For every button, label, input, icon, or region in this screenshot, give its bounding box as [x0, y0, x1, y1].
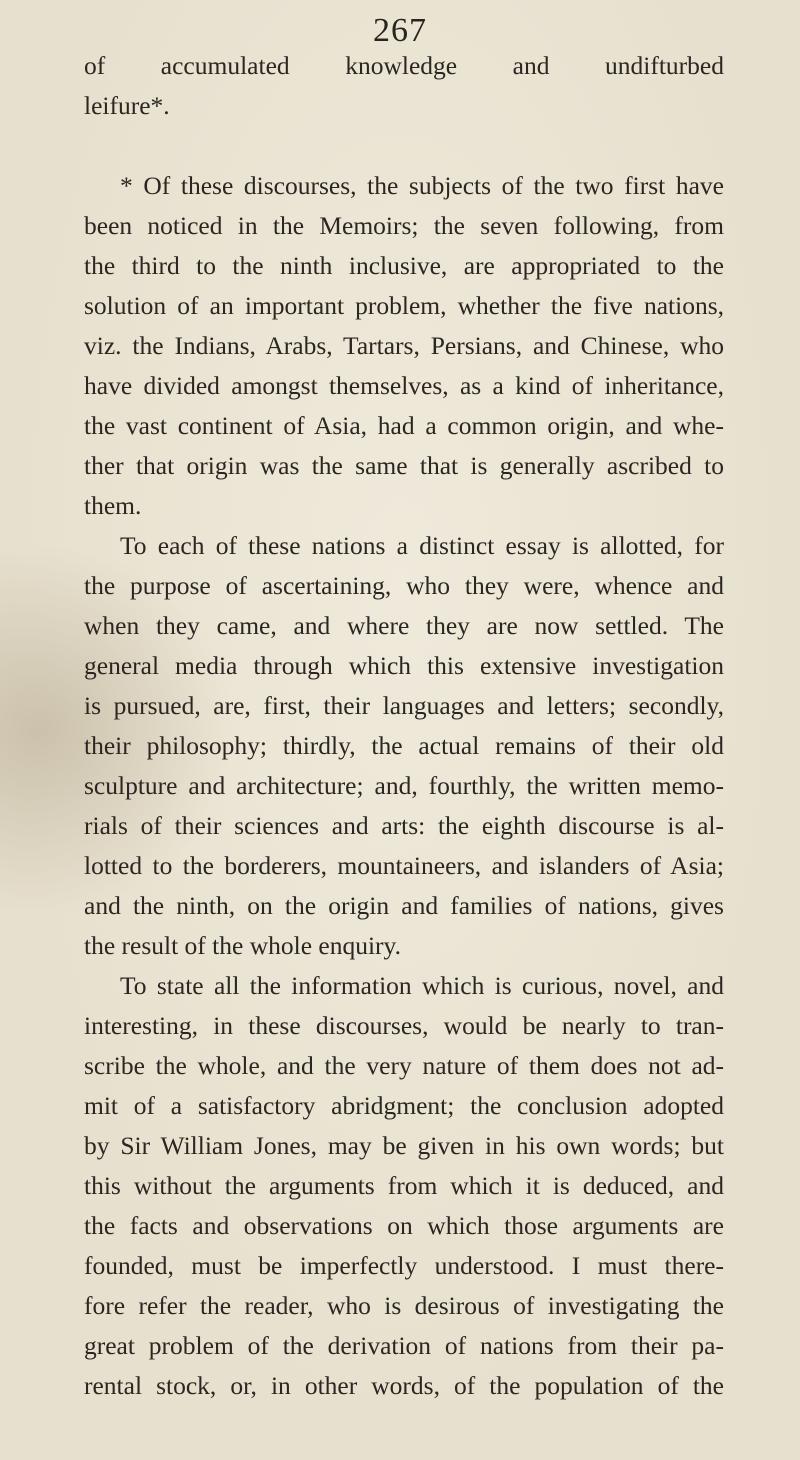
paragraph-line: by Sir William Jones, may be given in his own words; but — [84, 1131, 724, 1160]
footnote-line: viz. the Indians, Arabs, Tartars, Persians, and Chinese, who — [84, 331, 724, 360]
paragraph-line: their philosophy; thirdly, the actual remains of their old — [84, 731, 724, 760]
footnote-line: solution of an important problem, whether the five nations, — [84, 291, 724, 320]
footnote-line: them. — [84, 491, 142, 520]
footnote-line: the third to the ninth inclusive, are appropriated to the — [84, 251, 724, 280]
footnote-body — [84, 166, 724, 1406]
paragraph-line: is pursued, are, first, their languages and letters; secondly, — [84, 691, 724, 720]
paragraph-line: fore refer the reader, who is desirous of investigating the — [84, 1291, 724, 1320]
text-line: leifure*. — [84, 91, 170, 120]
footnote-line: ther that origin was the same that is generally ascribed to — [84, 451, 724, 480]
paragraph-line: the facts and observations on which those arguments are — [84, 1211, 724, 1240]
paragraph-line: To state all the information which is curious, novel, and — [120, 971, 724, 1000]
footnote-line: have divided amongst themselves, as a kind of inheritance, — [84, 371, 724, 400]
paragraph-line: when they came, and where they are now settled. The — [84, 611, 724, 640]
paragraph-line: To each of these nations a distinct essay is allotted, for — [120, 531, 724, 560]
footnote-line: * Of these discourses, the subjects of the two first have — [120, 171, 724, 200]
paragraph-line: mit of a satisfactory abridgment; the conclusion adopted — [84, 1091, 724, 1120]
page-number: 267 — [373, 12, 427, 49]
paragraph-line: rental stock, or, in other words, of the population of the — [84, 1371, 724, 1400]
paragraph-line: this without the arguments from which it is deduced, and — [84, 1171, 724, 1200]
paragraph-line: founded, must be imperfectly understood. I must there- — [84, 1251, 724, 1280]
paragraph-line: and the ninth, on the origin and families of nations, gives — [84, 891, 724, 920]
paragraph-line: lotted to the borderers, mountaineers, and islanders of Asia; — [84, 851, 724, 880]
footnote-line: been noticed in the Memoirs; the seven following, from — [84, 211, 724, 240]
top-paragraph — [84, 46, 724, 126]
text-line: of accumulated knowledge and undifturbed — [84, 51, 724, 80]
paragraph-line: rials of their sciences and arts: the eighth discourse is al- — [84, 811, 724, 840]
paragraph-line: the result of the whole enquiry. — [84, 931, 402, 960]
paragraph-line: general media through which this extensive investigation — [84, 651, 724, 680]
paragraph-line: sculpture and architecture; and, fourthly, the written memo- — [84, 771, 724, 800]
paragraph-line: interesting, in these discourses, would be nearly to tran- — [84, 1011, 724, 1040]
paragraph-line: great problem of the derivation of nations from their pa- — [84, 1331, 724, 1360]
footnote-line: the vast continent of Asia, had a common origin, and whe- — [84, 411, 724, 440]
paragraph-line: scribe the whole, and the very nature of them does not ad- — [84, 1051, 724, 1080]
paragraph-line: the purpose of ascertaining, who they were, whence and — [84, 571, 724, 600]
